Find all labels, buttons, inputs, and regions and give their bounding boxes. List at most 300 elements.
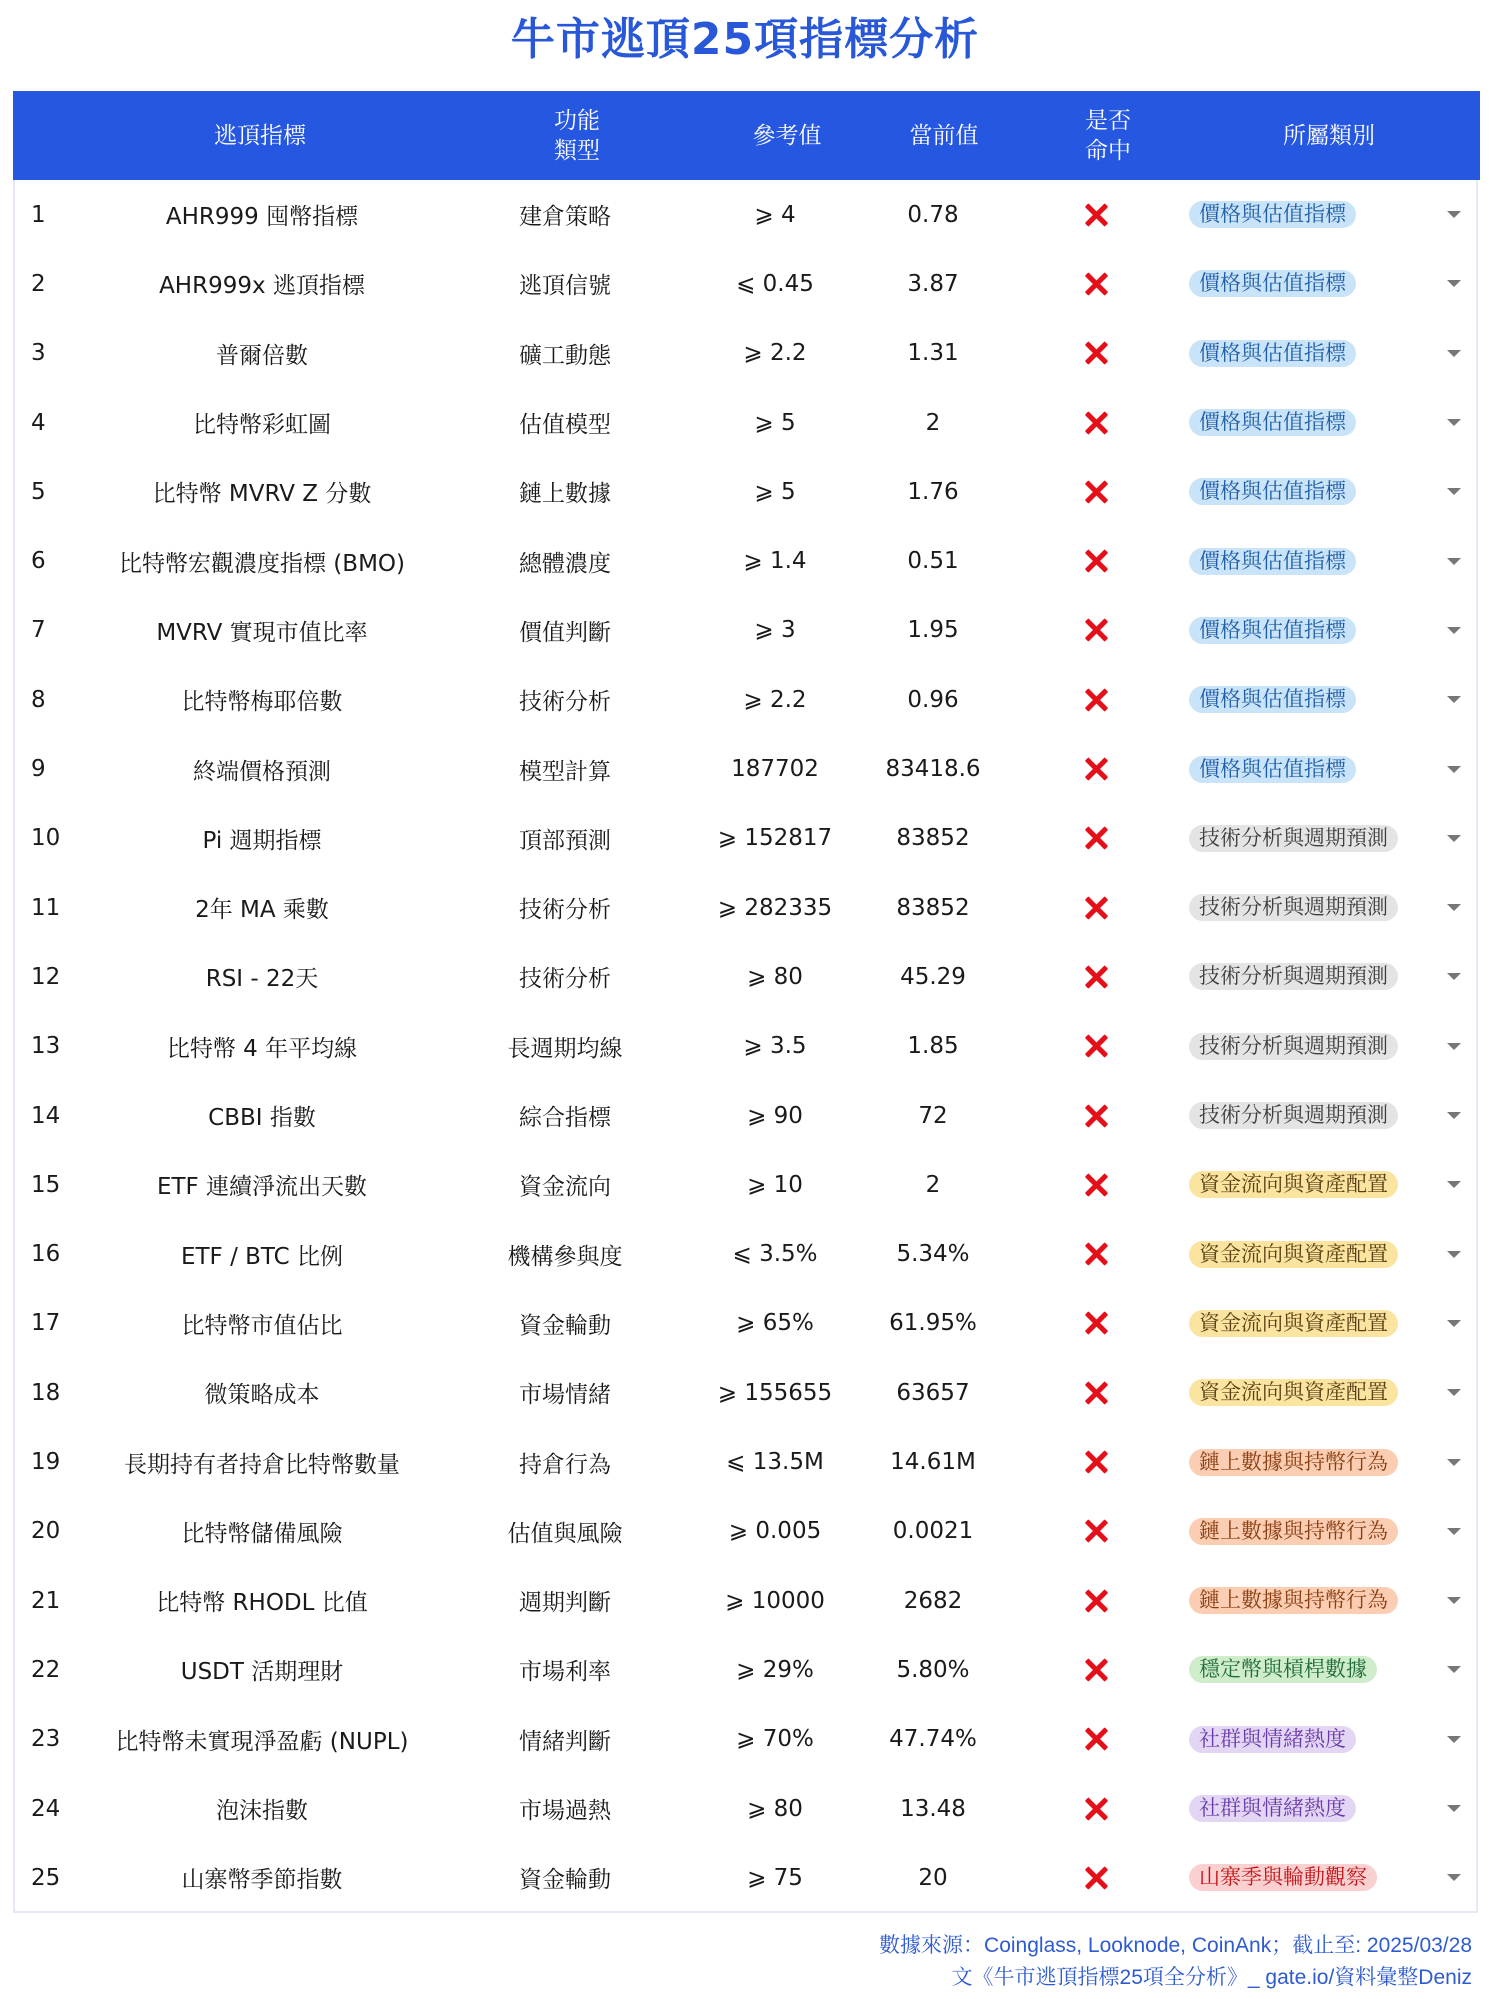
- table-row: [15, 1843, 1476, 1912]
- table-row: [15, 527, 1476, 596]
- row-number: 14: [31, 1102, 61, 1129]
- category-badge: 穩定幣與槓桿數據: [1189, 1656, 1377, 1683]
- category-dropdown-button[interactable]: [1439, 1150, 1469, 1219]
- function-type: 估值模型: [519, 412, 611, 439]
- current-value: 0.78: [907, 201, 959, 228]
- row-number: 20: [31, 1518, 61, 1545]
- cross-mark-icon: [1083, 271, 1109, 297]
- header-category: 所屬類別: [1283, 122, 1375, 149]
- cross-mark-icon: [1083, 1103, 1109, 1129]
- reference-value: ⩾ 155655: [717, 1379, 833, 1406]
- table-row: [15, 388, 1476, 457]
- category-dropdown-button[interactable]: [1439, 1843, 1469, 1912]
- category-dropdown-button[interactable]: [1439, 1774, 1469, 1843]
- category-dropdown-button[interactable]: [1439, 1012, 1469, 1081]
- current-value: 5.34%: [896, 1241, 970, 1268]
- hit-status: [1055, 457, 1137, 526]
- function-type: 資金流向: [519, 1174, 611, 1201]
- function-type: 市場利率: [519, 1659, 611, 1686]
- chevron-down-icon: [1447, 419, 1461, 426]
- category-dropdown-button[interactable]: [1439, 1427, 1469, 1496]
- current-value: 83852: [896, 825, 970, 852]
- function-type: 市場過熱: [519, 1798, 611, 1825]
- category-badge: 價格與估值指標: [1189, 478, 1356, 505]
- indicator-name: 比特幣市值佔比: [181, 1312, 343, 1339]
- row-number: 2: [31, 270, 46, 297]
- cross-mark-icon: [1083, 1657, 1109, 1683]
- category-select[interactable]: [1189, 1705, 1449, 1774]
- indicator-name: AHR999 囤幣指標: [165, 204, 359, 231]
- category-select[interactable]: [1189, 388, 1449, 457]
- table-row: [15, 457, 1476, 526]
- chevron-down-icon: [1447, 1736, 1461, 1743]
- row-number: 21: [31, 1587, 61, 1614]
- row-number: 3: [31, 340, 46, 367]
- category-dropdown-button[interactable]: [1439, 734, 1469, 803]
- category-badge: 價格與估值指標: [1189, 340, 1356, 367]
- chevron-down-icon: [1447, 1874, 1461, 1881]
- current-value: 47.74%: [889, 1726, 977, 1753]
- hit-status: [1055, 1012, 1137, 1081]
- category-dropdown-button[interactable]: [1439, 457, 1469, 526]
- cross-mark-icon: [1083, 1796, 1109, 1822]
- chevron-down-icon: [1447, 627, 1461, 634]
- chevron-down-icon: [1447, 1320, 1461, 1327]
- category-dropdown-button[interactable]: [1439, 319, 1469, 388]
- hit-status: [1055, 1427, 1137, 1496]
- reference-value: ⩾ 1.4: [743, 548, 807, 575]
- indicator-name: Pi 週期指標: [202, 827, 322, 854]
- reference-value: ⩾ 80: [747, 963, 803, 990]
- chevron-down-icon: [1447, 904, 1461, 911]
- category-dropdown-button[interactable]: [1439, 1635, 1469, 1704]
- cross-mark-icon: [1083, 1449, 1109, 1475]
- category-badge: 價格與估值指標: [1189, 270, 1356, 297]
- indicator-name: RSI - 22天: [205, 966, 319, 993]
- reference-value: ⩾ 2.2: [743, 686, 807, 713]
- hit-status: [1055, 180, 1137, 249]
- reference-value: 187702: [731, 756, 819, 783]
- current-value: 0.96: [907, 686, 959, 713]
- cross-mark-icon: [1083, 1033, 1109, 1059]
- category-select[interactable]: [1189, 942, 1449, 1011]
- hit-status: [1055, 249, 1137, 318]
- hit-status: [1055, 942, 1137, 1011]
- category-dropdown-button[interactable]: [1439, 180, 1469, 249]
- reference-value: ⩾ 10000: [725, 1587, 825, 1614]
- function-type: 逃頂信號: [519, 273, 611, 300]
- function-type: 鏈上數據: [519, 481, 611, 508]
- category-badge: 價格與估值指標: [1189, 686, 1356, 713]
- table-row: [15, 1497, 1476, 1566]
- function-type: 建倉策略: [519, 204, 611, 231]
- category-dropdown-button[interactable]: [1439, 1220, 1469, 1289]
- indicator-name: 2年 MA 乘數: [195, 897, 329, 924]
- reference-value: ⩾ 0.005: [728, 1518, 822, 1545]
- row-number: 12: [31, 963, 61, 990]
- reference-value: ⩾ 4: [754, 201, 796, 228]
- category-select[interactable]: [1189, 180, 1449, 249]
- current-value: 63657: [896, 1379, 970, 1406]
- function-type: 市場情緒: [519, 1382, 611, 1409]
- row-number: 19: [31, 1449, 61, 1476]
- row-number: 15: [31, 1171, 61, 1198]
- table-row: [15, 1289, 1476, 1358]
- category-badge: 資金流向與資產配置: [1189, 1310, 1398, 1337]
- page-title: 牛市逃頂25項指標分析: [510, 14, 980, 65]
- current-value: 0.51: [907, 548, 959, 575]
- reference-value: ⩽ 3.5%: [732, 1241, 818, 1268]
- indicator-name: 比特幣 RHODL 比值: [156, 1590, 368, 1617]
- chevron-down-icon: [1447, 1251, 1461, 1258]
- reference-value: ⩾ 90: [747, 1102, 803, 1129]
- hit-status: [1055, 1705, 1137, 1774]
- table-header: [13, 91, 1480, 180]
- indicator-table: [13, 91, 1478, 1913]
- current-value: 1.95: [907, 617, 959, 644]
- category-badge: 價格與估值指標: [1189, 409, 1356, 436]
- reference-value: ⩾ 70%: [736, 1726, 814, 1753]
- category-badge: 鏈上數據與持幣行為: [1189, 1518, 1398, 1545]
- row-number: 17: [31, 1310, 61, 1337]
- hit-status: [1055, 734, 1137, 803]
- chevron-down-icon: [1447, 696, 1461, 703]
- row-number: 8: [31, 686, 46, 713]
- indicator-name: 普爾倍數: [216, 342, 308, 369]
- hit-status: [1055, 804, 1137, 873]
- current-value: 20: [918, 1864, 948, 1891]
- footer-line-source: 數據來源：Coinglass, Looknode, CoinAnk；截止至: 2025/03/28: [879, 1934, 1472, 1957]
- current-value: 1.31: [907, 340, 959, 367]
- reference-value: ⩾ 152817: [717, 825, 833, 852]
- category-badge: 資金流向與資產配置: [1189, 1379, 1398, 1406]
- category-dropdown-button[interactable]: [1439, 1705, 1469, 1774]
- category-dropdown-button[interactable]: [1439, 1081, 1469, 1150]
- category-select[interactable]: [1189, 457, 1449, 526]
- hit-status: [1055, 527, 1137, 596]
- category-badge: 技術分析與週期預測: [1189, 894, 1398, 921]
- category-select[interactable]: [1189, 665, 1449, 734]
- category-select[interactable]: [1189, 804, 1449, 873]
- chevron-down-icon: [1447, 1666, 1461, 1673]
- header-type: [487, 91, 667, 180]
- category-select[interactable]: [1189, 596, 1449, 665]
- chevron-down-icon: [1447, 1528, 1461, 1535]
- reference-value: ⩾ 65%: [736, 1310, 814, 1337]
- category-badge: 價格與估值指標: [1189, 617, 1356, 644]
- function-type: 長週期均線: [507, 1035, 623, 1062]
- table-row: [15, 665, 1476, 734]
- table-row: [15, 1081, 1476, 1150]
- chevron-down-icon: [1447, 488, 1461, 495]
- category-badge: 技術分析與週期預測: [1189, 963, 1398, 990]
- reference-value: ⩾ 3: [754, 617, 796, 644]
- current-value: 2: [925, 409, 941, 436]
- category-select[interactable]: [1189, 319, 1449, 388]
- indicator-name: MVRV 實現市值比率: [156, 619, 368, 646]
- table-row: [15, 1358, 1476, 1427]
- row-number: 10: [31, 825, 61, 852]
- indicator-name: 微策略成本: [204, 1382, 320, 1409]
- indicator-name: CBBI 指數: [208, 1105, 316, 1132]
- indicator-name: 長期持有者持倉比特幣數量: [124, 1451, 400, 1478]
- category-dropdown-button[interactable]: [1439, 665, 1469, 734]
- category-dropdown-button[interactable]: [1439, 527, 1469, 596]
- cross-mark-icon: [1083, 895, 1109, 921]
- current-value: 83852: [896, 894, 970, 921]
- category-select[interactable]: [1189, 1843, 1449, 1912]
- category-dropdown-button[interactable]: [1439, 1358, 1469, 1427]
- cross-mark-icon: [1083, 687, 1109, 713]
- indicator-name: 比特幣未實現淨盈虧 (NUPL): [115, 1728, 409, 1755]
- cross-mark-icon: [1083, 548, 1109, 574]
- reference-value: ⩾ 29%: [736, 1656, 814, 1683]
- table-row: [15, 1774, 1476, 1843]
- header-hit-line2: 命中: [1085, 137, 1131, 164]
- row-number: 11: [31, 894, 61, 921]
- category-select[interactable]: [1189, 1012, 1449, 1081]
- category-select[interactable]: [1189, 1358, 1449, 1427]
- row-number: 24: [31, 1795, 61, 1822]
- category-dropdown-button[interactable]: [1439, 804, 1469, 873]
- function-type: 機構參與度: [507, 1243, 623, 1270]
- table-row: [15, 1150, 1476, 1219]
- indicator-name: USDT 活期理財: [180, 1659, 344, 1686]
- current-value: 2682: [903, 1587, 963, 1614]
- row-number: 7: [31, 617, 46, 644]
- category-badge: 價格與估值指標: [1189, 756, 1356, 783]
- header-indicator: 逃頂指標: [214, 122, 306, 149]
- category-select[interactable]: [1189, 1497, 1449, 1566]
- function-type: 礦工動態: [519, 342, 611, 369]
- cross-mark-icon: [1083, 1241, 1109, 1267]
- function-type: 估值與風險: [507, 1520, 623, 1547]
- indicator-name: 終端價格預測: [193, 758, 331, 785]
- cross-mark-icon: [1083, 825, 1109, 851]
- indicator-name: ETF / BTC 比例: [180, 1243, 344, 1270]
- category-badge: 價格與估值指標: [1189, 201, 1356, 228]
- current-value: 1.76: [907, 478, 959, 505]
- hit-status: [1055, 1635, 1137, 1704]
- hit-status: [1055, 1081, 1137, 1150]
- category-select[interactable]: [1189, 1081, 1449, 1150]
- category-badge: 社群與情緒熱度: [1189, 1726, 1356, 1753]
- header-hit-line1: 是否: [1085, 107, 1131, 134]
- category-badge: 山寨季與輪動觀察: [1189, 1864, 1377, 1891]
- chevron-down-icon: [1447, 766, 1461, 773]
- current-value: 61.95%: [889, 1310, 977, 1337]
- header-current: 當前值: [909, 122, 979, 149]
- row-number: 4: [31, 409, 46, 436]
- category-badge: 資金流向與資產配置: [1189, 1241, 1398, 1268]
- category-select[interactable]: [1189, 1774, 1449, 1843]
- category-select[interactable]: [1189, 1289, 1449, 1358]
- category-dropdown-button[interactable]: [1439, 1566, 1469, 1635]
- indicator-name: 比特幣 4 年平均線: [166, 1035, 358, 1062]
- indicator-name: 比特幣彩虹圖: [193, 412, 331, 439]
- table-row: [15, 734, 1476, 803]
- function-type: 週期判斷: [519, 1590, 611, 1617]
- header-hit: [1053, 91, 1163, 180]
- category-badge: 資金流向與資產配置: [1189, 1171, 1398, 1198]
- reference-value: ⩾ 75: [747, 1864, 803, 1891]
- category-select[interactable]: [1189, 249, 1449, 318]
- function-type: 總體濃度: [519, 550, 611, 577]
- category-badge: 鏈上數據與持幣行為: [1189, 1449, 1398, 1476]
- hit-status: [1055, 1843, 1137, 1912]
- reference-value: ⩾ 5: [754, 478, 796, 505]
- current-value: 83418.6: [885, 756, 981, 783]
- indicator-name: 比特幣儲備風險: [181, 1520, 343, 1547]
- chevron-down-icon: [1447, 280, 1461, 287]
- category-dropdown-button[interactable]: [1439, 249, 1469, 318]
- category-dropdown-button[interactable]: [1439, 596, 1469, 665]
- footer-line-credit: 文《牛市逃頂指標25項全分析》_ gate.io/資料彙整Deniz: [951, 1966, 1472, 1989]
- current-value: 72: [918, 1102, 948, 1129]
- reference-value: ⩾ 5: [754, 409, 796, 436]
- chevron-down-icon: [1447, 973, 1461, 980]
- reference-value: ⩽ 0.45: [736, 270, 814, 297]
- row-number: 16: [31, 1241, 61, 1268]
- chevron-down-icon: [1447, 211, 1461, 218]
- cross-mark-icon: [1083, 756, 1109, 782]
- indicator-name: AHR999x 逃頂指標: [159, 273, 365, 300]
- category-dropdown-button[interactable]: [1439, 942, 1469, 1011]
- table-row: [15, 1012, 1476, 1081]
- reference-value: ⩾ 282335: [717, 894, 833, 921]
- hit-status: [1055, 388, 1137, 457]
- current-value: 5.80%: [896, 1656, 970, 1683]
- category-badge: 社群與情緒熱度: [1189, 1795, 1356, 1822]
- row-number: 23: [31, 1726, 61, 1753]
- table-row: [15, 319, 1476, 388]
- cross-mark-icon: [1083, 410, 1109, 436]
- category-select[interactable]: [1189, 527, 1449, 596]
- category-select[interactable]: [1189, 873, 1449, 942]
- row-number: 1: [31, 201, 46, 228]
- cross-mark-icon: [1083, 1310, 1109, 1336]
- function-type: 技術分析: [519, 897, 611, 924]
- reference-value: ⩾ 80: [747, 1795, 803, 1822]
- indicator-name: 比特幣梅耶倍數: [181, 689, 343, 716]
- indicator-name: 比特幣 MVRV Z 分數: [152, 481, 372, 508]
- chevron-down-icon: [1447, 1597, 1461, 1604]
- current-value: 45.29: [900, 963, 966, 990]
- category-dropdown-button[interactable]: [1439, 873, 1469, 942]
- chevron-down-icon: [1447, 1805, 1461, 1812]
- table-row: [15, 180, 1476, 249]
- table-row: [15, 1705, 1476, 1774]
- category-select[interactable]: [1189, 1635, 1449, 1704]
- indicator-name: 泡沫指數: [216, 1798, 308, 1825]
- function-type: 價值判斷: [519, 619, 611, 646]
- cross-mark-icon: [1083, 1726, 1109, 1752]
- table-row: [15, 873, 1476, 942]
- function-type: 模型計算: [519, 758, 611, 785]
- category-dropdown-button[interactable]: [1439, 388, 1469, 457]
- category-select[interactable]: [1189, 1427, 1449, 1496]
- row-number: 13: [31, 1033, 61, 1060]
- current-value: 2: [925, 1171, 941, 1198]
- cross-mark-icon: [1083, 964, 1109, 990]
- row-number: 9: [31, 756, 46, 783]
- category-select[interactable]: [1189, 1150, 1449, 1219]
- category-select[interactable]: [1189, 1566, 1449, 1635]
- category-badge: 技術分析與週期預測: [1189, 825, 1398, 852]
- indicator-name: 比特幣宏觀濃度指標 (BMO): [119, 550, 405, 577]
- chevron-down-icon: [1447, 1389, 1461, 1396]
- hit-status: [1055, 1358, 1137, 1427]
- row-number: 18: [31, 1379, 61, 1406]
- function-type: 資金輪動: [519, 1312, 611, 1339]
- category-dropdown-button[interactable]: [1439, 1289, 1469, 1358]
- row-number: 6: [31, 548, 46, 575]
- hit-status: [1055, 1289, 1137, 1358]
- function-type: 持倉行為: [519, 1451, 611, 1478]
- chevron-down-icon: [1447, 835, 1461, 842]
- cross-mark-icon: [1083, 1380, 1109, 1406]
- category-select[interactable]: [1189, 734, 1449, 803]
- footer-source: [879, 1930, 1472, 1994]
- hit-status: [1055, 1774, 1137, 1843]
- cross-mark-icon: [1083, 479, 1109, 505]
- category-dropdown-button[interactable]: [1439, 1497, 1469, 1566]
- cross-mark-icon: [1083, 1172, 1109, 1198]
- reference-value: ⩾ 10: [747, 1171, 803, 1198]
- current-value: 13.48: [900, 1795, 966, 1822]
- table-row: [15, 1220, 1476, 1289]
- category-select[interactable]: [1189, 1220, 1449, 1289]
- hit-status: [1055, 596, 1137, 665]
- hit-status: [1055, 319, 1137, 388]
- chevron-down-icon: [1447, 1043, 1461, 1050]
- table-row: [15, 596, 1476, 665]
- category-badge: 技術分析與週期預測: [1189, 1033, 1398, 1060]
- function-type: 綜合指標: [519, 1105, 611, 1132]
- category-badge: 價格與估值指標: [1189, 548, 1356, 575]
- indicator-name: ETF 連續淨流出天數: [156, 1174, 368, 1201]
- current-value: 14.61M: [890, 1449, 976, 1476]
- current-value: 1.85: [907, 1033, 959, 1060]
- row-number: 22: [31, 1656, 61, 1683]
- current-value: 3.87: [907, 270, 959, 297]
- cross-mark-icon: [1083, 1588, 1109, 1614]
- hit-status: [1055, 665, 1137, 734]
- function-type: 情緒判斷: [519, 1728, 611, 1755]
- hit-status: [1055, 1497, 1137, 1566]
- header-type-line2: 類型: [554, 137, 600, 164]
- row-number: 5: [31, 478, 46, 505]
- table-row: [15, 942, 1476, 1011]
- chevron-down-icon: [1447, 350, 1461, 357]
- reference-value: ⩾ 2.2: [743, 340, 807, 367]
- hit-status: [1055, 1150, 1137, 1219]
- header-reference: 參考值: [752, 122, 822, 149]
- chevron-down-icon: [1447, 1459, 1461, 1466]
- current-value: 0.0021: [892, 1518, 974, 1545]
- hit-status: [1055, 1220, 1137, 1289]
- cross-mark-icon: [1083, 202, 1109, 228]
- table-row: [15, 804, 1476, 873]
- indicator-name: 山寨幣季節指數: [181, 1867, 343, 1894]
- header-type-line1: 功能: [554, 107, 600, 134]
- chevron-down-icon: [1447, 1181, 1461, 1188]
- function-type: 技術分析: [519, 689, 611, 716]
- table-row: [15, 249, 1476, 318]
- function-type: 技術分析: [519, 966, 611, 993]
- table-row: [15, 1635, 1476, 1704]
- table-row: [15, 1566, 1476, 1635]
